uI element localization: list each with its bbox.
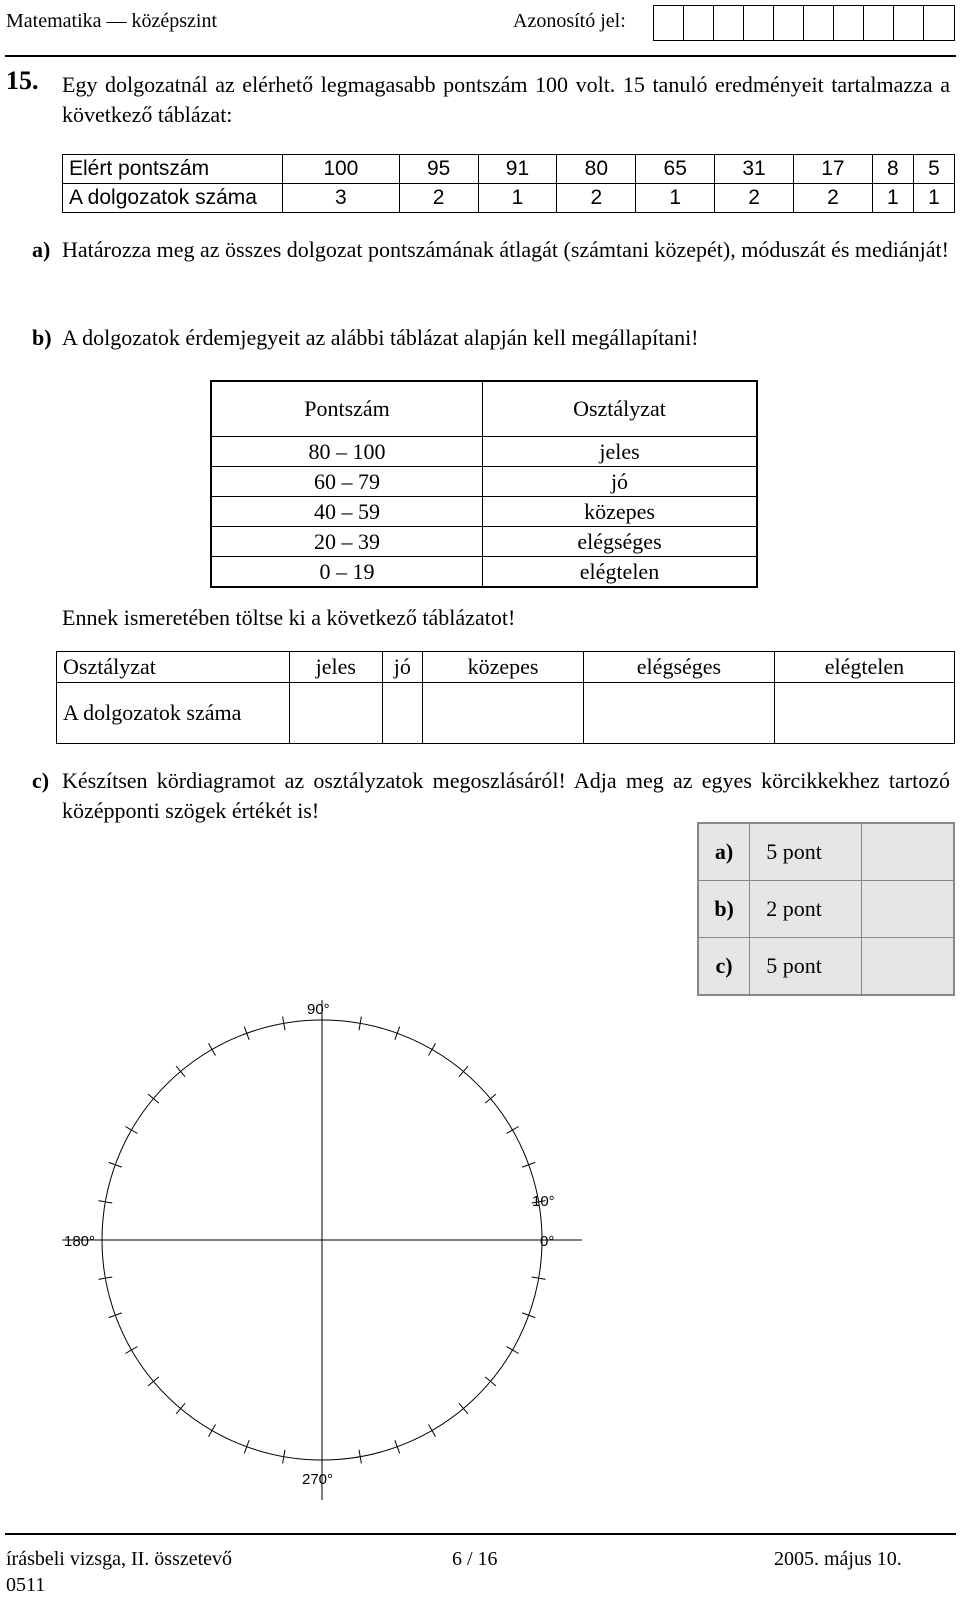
degree-tick (429, 1424, 436, 1436)
part-b-instruction: Ennek ismeretében töltse ki a következő táblázatot! (62, 605, 516, 630)
grade-row (211, 497, 757, 527)
fill-answer-cell[interactable] (382, 683, 423, 744)
fill-row-label-grade: Osztályzat (57, 652, 290, 683)
part-a-question (32, 235, 950, 265)
points-value: 5 pont (750, 823, 862, 881)
degree-tick (244, 1027, 249, 1040)
degree-tick (506, 1127, 518, 1134)
points-row (698, 823, 954, 881)
grade-row (211, 557, 757, 588)
grade-name: jó (483, 467, 758, 497)
degree-tick (176, 1066, 185, 1077)
points-label: a) (698, 823, 750, 881)
pie-chart-template[interactable] (62, 1000, 582, 1500)
degree-tick (109, 1313, 122, 1318)
fill-row-label-count: A dolgozatok száma (57, 683, 290, 744)
grade-table (210, 380, 758, 588)
score-table (62, 154, 955, 213)
footer-page-number: 6 / 16 (452, 1548, 498, 1570)
footer-divider (5, 1533, 956, 1535)
score-cell: 91 (478, 155, 557, 184)
count-cell: 2 (793, 184, 872, 213)
score-cell: 80 (557, 155, 636, 184)
degree-tick (522, 1313, 535, 1318)
part-a-text: Határozza meg az összes dolgozat pontszámának átlagát (számtani közepét), móduszát és mediánját! (62, 237, 949, 262)
grade-name: közepes (483, 497, 758, 527)
part-a-label: a) (32, 237, 51, 262)
points-score-cell[interactable] (862, 881, 954, 938)
part-c-text: Készítsen kördiagramot az osztályzatok megoszlásáról! Adja meg az egyes körcikkekhez tartozó középponti szögek értékét is! (62, 768, 950, 823)
degree-tick (459, 1403, 468, 1414)
score-row (63, 155, 955, 184)
score-cell: 5 (913, 155, 954, 184)
label-270: 270° (302, 1471, 334, 1488)
grade-range: 0 – 19 (211, 557, 483, 588)
points-label: c) (698, 938, 750, 996)
header-subject: Matematika — középszint (6, 10, 218, 32)
points-value: 2 pont (750, 881, 862, 938)
count-row (63, 184, 955, 213)
degree-tick (429, 1043, 436, 1055)
id-box[interactable] (894, 6, 924, 40)
count-cell: 1 (913, 184, 954, 213)
id-box[interactable] (834, 6, 864, 40)
label-0: 0° (540, 1233, 555, 1250)
score-row-label: Elért pontszám (63, 155, 283, 184)
fill-grade: elégséges (583, 652, 774, 683)
degree-tick (244, 1440, 249, 1453)
id-input-boxes[interactable] (653, 5, 955, 41)
grade-header-grade: Osztályzat (483, 381, 758, 437)
degree-tick (109, 1162, 122, 1167)
degree-tick (459, 1066, 468, 1077)
points-label: b) (698, 881, 750, 938)
points-table (697, 822, 955, 996)
count-cell: 2 (715, 184, 794, 213)
degree-tick (125, 1127, 137, 1134)
points-row (698, 881, 954, 938)
fill-grade: jó (382, 652, 423, 683)
fill-grade: jeles (290, 652, 383, 683)
degree-tick (209, 1424, 216, 1436)
grade-name: elégséges (483, 527, 758, 557)
grade-row (211, 437, 757, 467)
fill-answer-cell[interactable] (583, 683, 774, 744)
score-cell: 100 (283, 155, 400, 184)
fill-grade: közepes (423, 652, 584, 683)
label-10: 10° (532, 1193, 555, 1210)
grade-header-score: Pontszám (211, 381, 483, 437)
header-id-label: Azonosító jel: (513, 10, 626, 32)
fill-answer-cell[interactable] (423, 683, 584, 744)
label-90: 90° (307, 1001, 330, 1018)
problem-number: 15. (6, 66, 39, 95)
part-b-question (32, 323, 950, 353)
id-box[interactable] (924, 6, 954, 40)
degree-tick (395, 1440, 400, 1453)
fill-grade: elégtelen (774, 652, 954, 683)
id-box[interactable] (714, 6, 744, 40)
label-180: 180° (64, 1233, 96, 1250)
degree-tick (485, 1094, 496, 1103)
footer-date: 2005. május 10. (774, 1548, 902, 1570)
grade-name: jeles (483, 437, 758, 467)
count-cell: 2 (557, 184, 636, 213)
degree-tick (506, 1347, 518, 1354)
id-box[interactable] (684, 6, 714, 40)
degree-tick (125, 1347, 137, 1354)
degree-tick (485, 1377, 496, 1386)
fill-answer-row (57, 683, 955, 744)
header-divider (5, 55, 956, 57)
score-cell: 95 (399, 155, 478, 184)
points-value: 5 pont (750, 938, 862, 996)
points-score-cell[interactable] (862, 938, 954, 996)
fill-answer-cell[interactable] (290, 683, 383, 744)
grade-row (211, 467, 757, 497)
fill-answer-cell[interactable] (774, 683, 954, 744)
points-score-cell[interactable] (862, 823, 954, 881)
footer-exam-part: írásbeli vizsga, II. összetevő (6, 1548, 233, 1570)
count-cell: 1 (636, 184, 715, 213)
grade-row (211, 527, 757, 557)
points-row (698, 938, 954, 996)
degree-tick (148, 1094, 159, 1103)
score-cell: 17 (793, 155, 872, 184)
count-cell: 1 (478, 184, 557, 213)
fill-table (56, 651, 955, 744)
id-box[interactable] (744, 6, 774, 40)
score-cell: 8 (872, 155, 913, 184)
degree-tick (209, 1043, 216, 1055)
score-cell: 31 (715, 155, 794, 184)
part-b-text: A dolgozatok érdemjegyeit az alábbi táblázat alapján kell megállapítani! (62, 325, 699, 350)
count-cell: 2 (399, 184, 478, 213)
degree-tick (148, 1377, 159, 1386)
id-box[interactable] (774, 6, 804, 40)
count-cell: 3 (283, 184, 400, 213)
count-row-label: A dolgozatok száma (63, 184, 283, 213)
problem-intro: Egy dolgozatnál az elérhető legmagasabb pontszám 100 volt. 15 tanuló eredményeit tartalmazza a következő táblázat: (62, 72, 950, 127)
grade-name: elégtelen (483, 557, 758, 588)
fill-header-row (57, 652, 955, 683)
part-b-label: b) (32, 325, 52, 350)
id-box[interactable] (654, 6, 684, 40)
degree-tick (522, 1162, 535, 1167)
id-box[interactable] (864, 6, 894, 40)
degree-tick (395, 1027, 400, 1040)
grade-range: 60 – 79 (211, 467, 483, 497)
grade-range: 40 – 59 (211, 497, 483, 527)
grade-range: 20 – 39 (211, 527, 483, 557)
footer-code: 0511 (6, 1574, 46, 1596)
score-cell: 65 (636, 155, 715, 184)
count-cell: 1 (872, 184, 913, 213)
part-c-question (32, 766, 950, 826)
degree-tick (176, 1403, 185, 1414)
id-box[interactable] (804, 6, 834, 40)
part-c-label: c) (32, 768, 50, 793)
grade-range: 80 – 100 (211, 437, 483, 467)
